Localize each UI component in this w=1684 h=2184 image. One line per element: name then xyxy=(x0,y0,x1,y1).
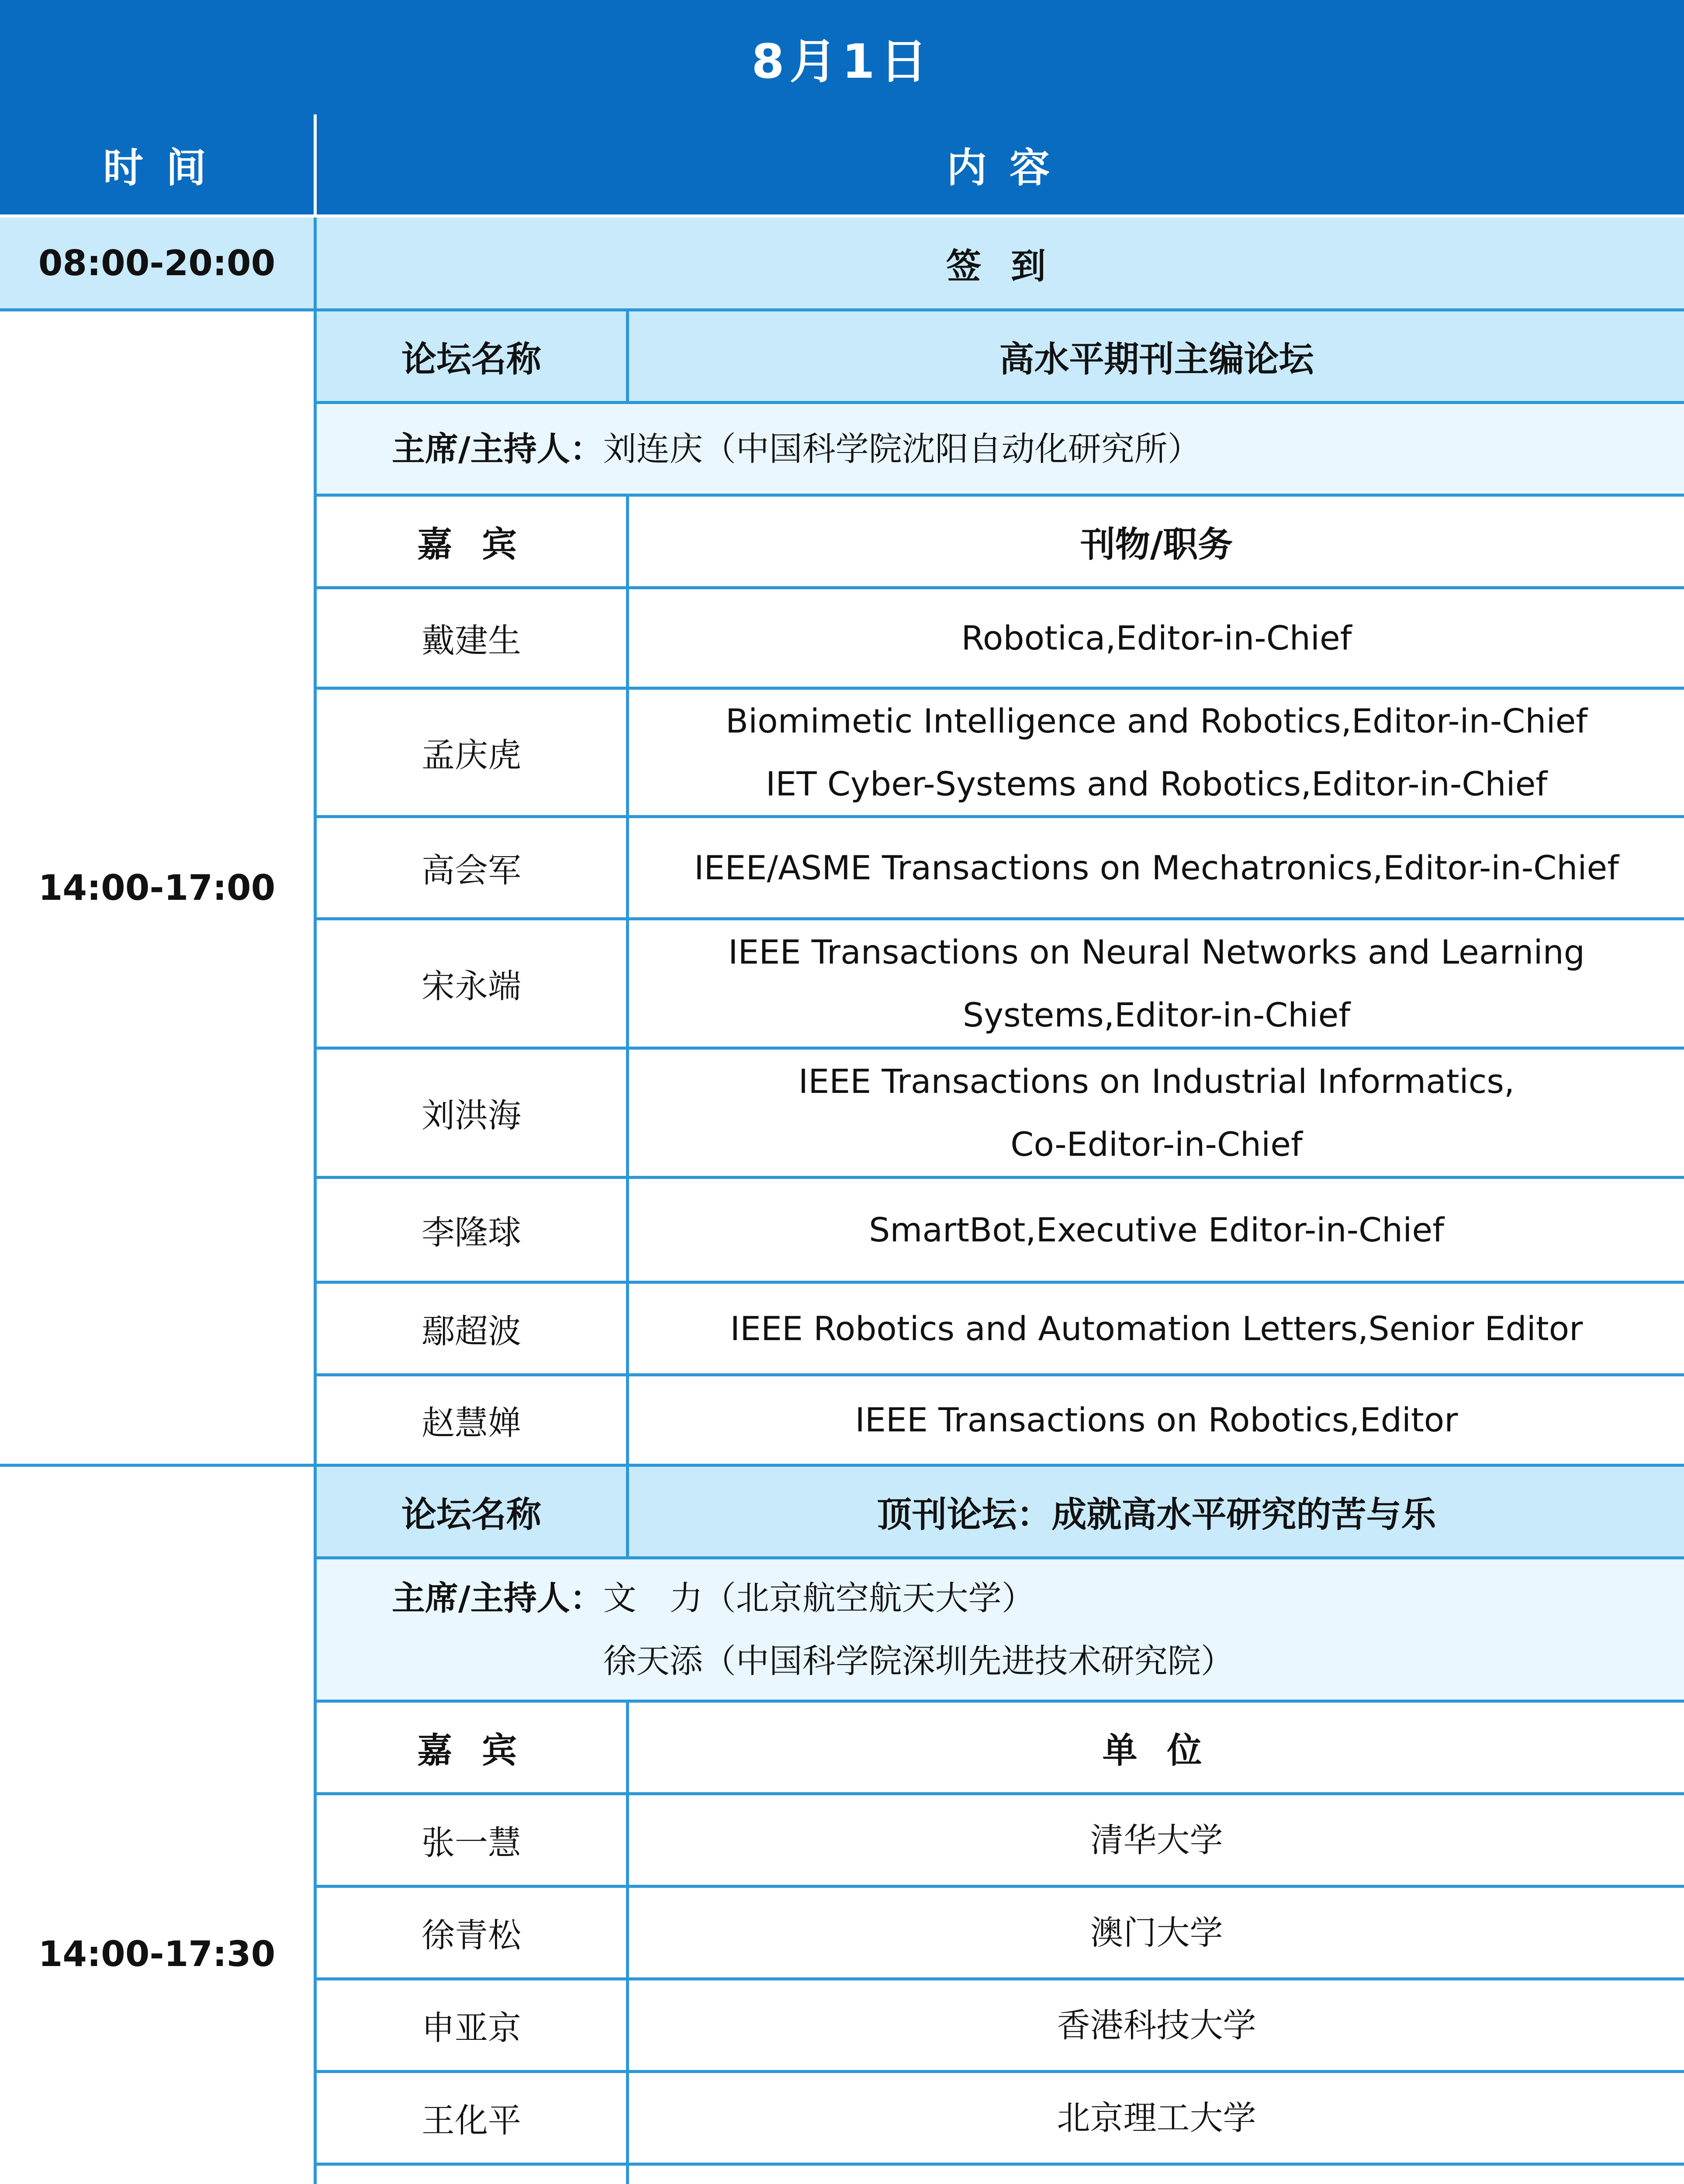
forum2-unit-header: 单 位 xyxy=(629,1703,1684,1795)
role-line: Systems,Editor-in-Chief xyxy=(962,995,1351,1034)
forum1-guest-role xyxy=(629,1376,1684,1467)
role-line: IEEE Transactions on Robotics,Editor xyxy=(855,1400,1458,1439)
forum2-guest-unit xyxy=(629,2166,1684,2184)
forum1-name: 高水平期刊主编论坛 xyxy=(629,311,1684,404)
forum2-guest-header: 嘉 宾 xyxy=(317,1703,629,1795)
forum1-guest-role xyxy=(629,690,1684,818)
forum2-guest-name: 张一慧 xyxy=(317,1795,629,1888)
date-title: 8月1日 xyxy=(0,0,1684,114)
forum1-guest-name: 宋永端 xyxy=(317,920,629,1050)
forum1-time: 14:00-17:00 xyxy=(0,311,317,1467)
forum2-guest-unit xyxy=(629,1888,1684,1980)
forum2-time: 14:00-17:30 xyxy=(0,1467,317,2184)
role-line: Biomimetic Intelligence and Robotics,Editor-in-Chief xyxy=(725,701,1588,740)
forum2-guest-name: 申亚京 xyxy=(317,1980,629,2073)
forum1-guest-role xyxy=(629,1050,1684,1179)
forum1-guest-name: 戴建生 xyxy=(317,589,629,690)
forum1-guest-role xyxy=(629,920,1684,1050)
forum1-guest-role xyxy=(629,589,1684,690)
unit-line: 北京理工大学 xyxy=(1057,2098,1256,2137)
role-line: IEEE Transactions on Industrial Informatics, xyxy=(798,1061,1515,1101)
unit-line: 澳门大学 xyxy=(1090,1913,1223,1952)
forum2-host-1: 文 力（北京航空航天大学） xyxy=(603,1578,1035,1617)
checkin-label: 签 到 xyxy=(317,218,1684,311)
forum1-guest-role xyxy=(629,1284,1684,1376)
unit-line: 香港科技大学 xyxy=(1057,2005,1256,2045)
forum2-guest-unit xyxy=(629,2073,1684,2166)
forum1-name-label: 论坛名称 xyxy=(317,311,629,404)
checkin-time: 08:00-20:00 xyxy=(0,218,317,311)
forum2-guest-name: 徐青松 xyxy=(317,1888,629,1980)
forum2-guest-name xyxy=(317,2166,629,2184)
forum1-guest-name: 鄢超波 xyxy=(317,1284,629,1376)
forum2-name: 顶刊论坛：成就高水平研究的苦与乐 xyxy=(629,1467,1684,1559)
role-line: SmartBot,Executive Editor-in-Chief xyxy=(869,1210,1444,1249)
forum2-guest-unit xyxy=(629,1795,1684,1888)
forum1-guest-role xyxy=(629,818,1684,920)
forum1-guest-name: 孟庆虎 xyxy=(317,690,629,818)
forum2-guest-name: 王化平 xyxy=(317,2073,629,2166)
role-line: IEEE/ASME Transactions on Mechatronics,Editor-in-Chief xyxy=(694,848,1619,887)
forum2-guest-unit xyxy=(629,1980,1684,2073)
header-time: 时 间 xyxy=(0,114,317,218)
role-line: IEEE Robotics and Automation Letters,Senior Editor xyxy=(730,1309,1583,1348)
role-line: Co-Editor-in-Chief xyxy=(1010,1124,1303,1164)
forum1-role-header: 刊物/职务 xyxy=(629,497,1684,589)
forum1-guest-name: 刘洪海 xyxy=(317,1050,629,1179)
role-line: Robotica,Editor-in-Chief xyxy=(961,618,1352,657)
role-line: IET Cyber-Systems and Robotics,Editor-in-Chief xyxy=(765,764,1548,803)
unit-line: 清华大学 xyxy=(1090,1820,1223,1859)
forum1-host-1: 刘连庆（中国科学院沈阳自动化研究所） xyxy=(603,429,1201,468)
forum2-name-label: 论坛名称 xyxy=(317,1467,629,1559)
unit-line xyxy=(991,2179,1323,2184)
forum2-host-row xyxy=(317,1559,1684,1703)
forum1-guest-header: 嘉 宾 xyxy=(317,497,629,589)
forum1-guest-name: 李隆球 xyxy=(317,1179,629,1284)
header-content: 内 容 xyxy=(317,114,1684,218)
forum1-host-row xyxy=(317,404,1684,497)
forum1-guest-name: 高会军 xyxy=(317,818,629,920)
forum1-guest-name: 赵慧婵 xyxy=(317,1376,629,1467)
forum1-host-label: 主席/主持人： xyxy=(392,429,603,468)
forum2-host-label: 主席/主持人： xyxy=(392,1578,603,1617)
role-line: IEEE Transactions on Neural Networks and Learning xyxy=(728,932,1585,971)
forum2-host-2: 徐天添（中国科学院深圳先进技术研究院） xyxy=(603,1641,1234,1680)
forum1-guest-role xyxy=(629,1179,1684,1284)
